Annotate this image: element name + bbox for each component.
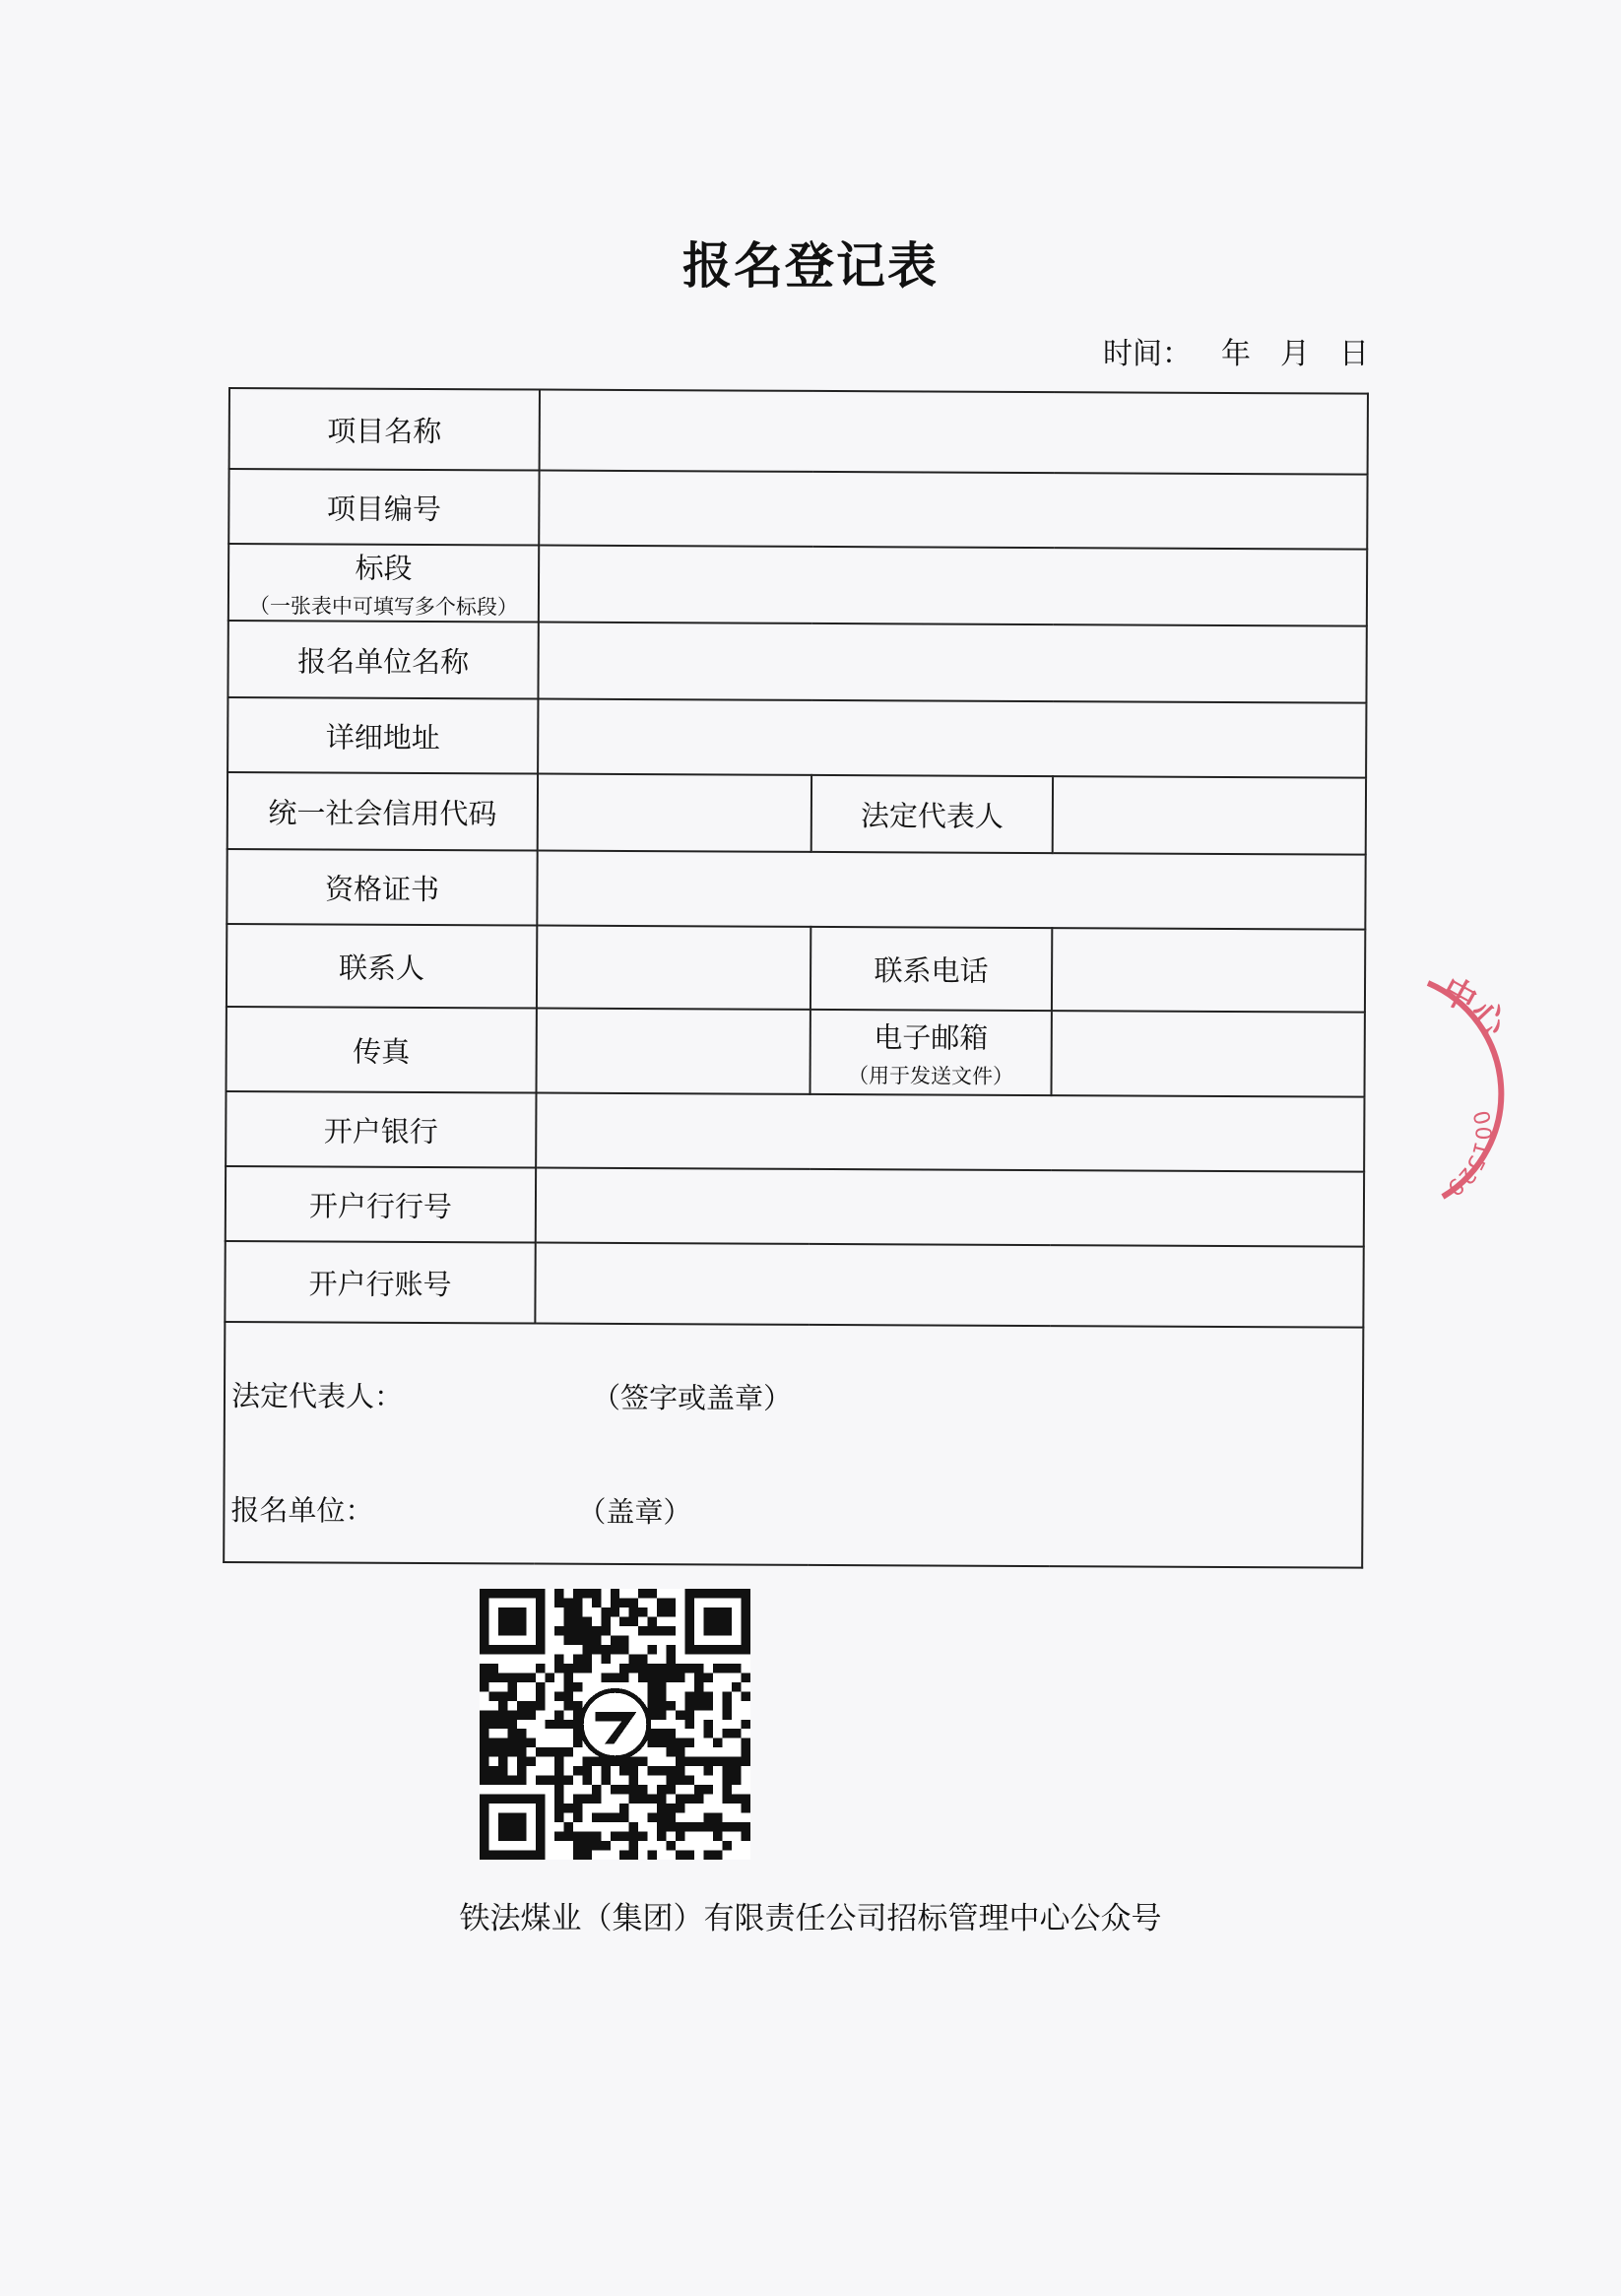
- label-bank-code: 开户行行号: [226, 1166, 536, 1243]
- table-row: [226, 1166, 1364, 1247]
- page-title: 报名登记表: [682, 237, 939, 295]
- date-year: 年: [1221, 337, 1251, 371]
- label-lot-note: （一张表中可填写多个标段）: [248, 593, 518, 619]
- lot-field[interactable]: [539, 546, 1367, 626]
- date-line: [1103, 329, 1418, 372]
- credit-code-field[interactable]: [538, 774, 811, 852]
- table-row: [227, 621, 1366, 703]
- qr-caption: 铁法煤业（集团）有限责任公司招标管理中心公众号: [459, 1901, 1162, 1936]
- contact-field[interactable]: [537, 926, 810, 1010]
- label-credit-code: 统一社会信用代码: [227, 772, 538, 851]
- table-row: [224, 1322, 1363, 1568]
- date-month: 月: [1280, 337, 1310, 371]
- bank-field[interactable]: [536, 1093, 1364, 1172]
- table-row: [225, 1241, 1363, 1328]
- stamp-text-number: 001529: [1442, 1108, 1495, 1201]
- bank-account-field[interactable]: [535, 1243, 1363, 1328]
- red-seal-stamp: [1334, 965, 1571, 1202]
- table-row: [228, 544, 1367, 626]
- table-row: [228, 469, 1367, 550]
- label-lot: 标段: [355, 551, 413, 585]
- label-fax: 传真: [227, 1007, 537, 1093]
- qr-code[interactable]: [480, 1589, 750, 1860]
- contact-phone-field[interactable]: [1052, 928, 1365, 1013]
- label-email-note: （用于发送文件）: [848, 1063, 1014, 1088]
- signature-unit-label: 报名单位：: [230, 1493, 374, 1528]
- label-contact: 联系人: [227, 924, 537, 1009]
- registration-table: [223, 387, 1369, 1569]
- label-company-name: 报名单位名称: [227, 621, 538, 699]
- table-row: [226, 1091, 1364, 1172]
- signature-legal-rep-note: （签字或盖章）: [591, 1380, 793, 1415]
- signature-unit-row: [230, 1488, 692, 1530]
- address-field[interactable]: [538, 699, 1366, 778]
- signature-legal-rep-row: [230, 1374, 793, 1415]
- project-number-field[interactable]: [539, 471, 1367, 550]
- table-row: [229, 388, 1368, 475]
- date-label: 时间：: [1103, 337, 1192, 371]
- label-project-number: 项目编号: [228, 469, 539, 546]
- qualification-field[interactable]: [537, 851, 1365, 930]
- legal-rep-field[interactable]: [1053, 776, 1366, 855]
- label-project-name: 项目名称: [229, 388, 540, 471]
- label-qualification: 资格证书: [227, 849, 537, 926]
- label-email-cell: [810, 1010, 1051, 1095]
- label-bank: 开户银行: [226, 1091, 536, 1168]
- signature-area[interactable]: [224, 1322, 1363, 1568]
- label-bank-account: 开户行账号: [225, 1241, 535, 1324]
- table-row: [227, 924, 1365, 1013]
- project-name-field[interactable]: [540, 390, 1368, 475]
- table-row: [227, 849, 1365, 930]
- label-address: 详细地址: [227, 697, 538, 774]
- fax-field[interactable]: [537, 1009, 810, 1094]
- table-row: [227, 1007, 1365, 1097]
- company-name-field[interactable]: [538, 623, 1366, 703]
- label-lot-cell: [228, 544, 539, 623]
- registration-form: [223, 387, 1367, 1567]
- bank-code-field[interactable]: [536, 1168, 1364, 1247]
- email-field[interactable]: [1051, 1011, 1364, 1097]
- signature-unit-note: （盖章）: [577, 1494, 692, 1530]
- signature-legal-rep-label: 法定代表人：: [230, 1379, 404, 1413]
- table-row: [227, 772, 1366, 855]
- date-day: 日: [1339, 337, 1369, 371]
- stamp-text-main: 中心: [1434, 969, 1515, 1044]
- label-contact-phone: 联系电话: [810, 927, 1052, 1011]
- table-row: [227, 697, 1366, 778]
- label-legal-rep: 法定代表人: [811, 775, 1053, 853]
- label-email: 电子邮箱: [874, 1019, 989, 1055]
